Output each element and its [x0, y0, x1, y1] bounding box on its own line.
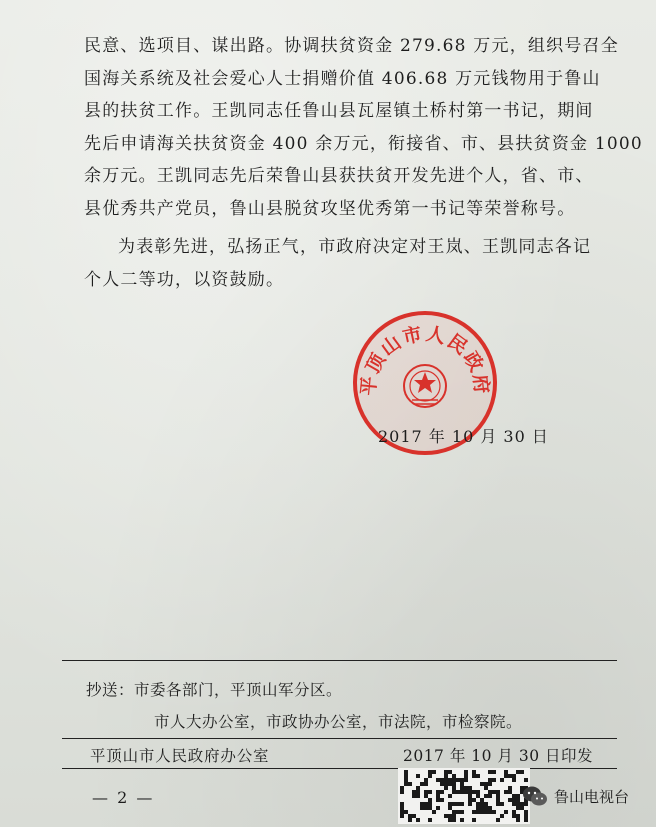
body-line: 县优秀共产党员，鲁山县脱贫攻坚优秀第一书记等荣誉称号。: [84, 198, 576, 219]
issuing-office: 平顶山市人民政府办公室: [90, 747, 270, 765]
body-line: 先后申请海关扶贫资金 400 余万元，衔接省、市、县扶贫资金 1000: [84, 133, 643, 154]
signature-date: 2017 年 10 月 30 日: [378, 427, 549, 446]
wechat-icon: [522, 785, 548, 807]
document-footer: [62, 660, 617, 770]
body-line: 余万元。王凯同志先后荣鲁山县获扶贫开发先进个人，省、市、: [84, 166, 594, 186]
body-line: 民意、选项目、谋出路。协调扶贫资金 279.68 万元，组织号召全: [84, 36, 619, 56]
footer-divider-middle: [62, 738, 617, 739]
cc-line-1: [86, 678, 342, 700]
page-number: — 2 —: [92, 788, 155, 807]
cc-label: 抄送：: [86, 681, 135, 699]
body-line: 县的扶贫工作。王凯同志任鲁山县瓦屋镇土桥村第一书记，期间: [84, 101, 594, 121]
body-line: 国海关系统及社会爱心人士捐赠价值 406.68 万元钱物用于鲁山: [84, 68, 601, 89]
national-emblem-icon: [404, 365, 446, 407]
footer-divider-top: [62, 660, 617, 661]
print-date: 2017 年 10 月 30 日印发: [402, 747, 593, 765]
document-body: [84, 30, 643, 296]
cc-recipients-1: 市委各部门，平顶山军分区。: [134, 681, 343, 699]
watermark-label: 鲁山电视台: [554, 787, 630, 806]
footer-divider-bottom: [62, 768, 617, 769]
qr-barcode-image: [398, 768, 530, 824]
decision-line: 为表彰先进，弘扬正气，市政府决定对王岚、王凯同志各记: [118, 237, 592, 257]
seal-lettering: 平顶山市人民政府: [357, 322, 493, 397]
decision-line: 个人二等功，以资鼓励。: [84, 269, 285, 290]
channel-watermark: [522, 778, 629, 814]
cc-recipients-2: 市人大办公室，市政协办公室，市法院，市检察院。: [154, 713, 523, 731]
